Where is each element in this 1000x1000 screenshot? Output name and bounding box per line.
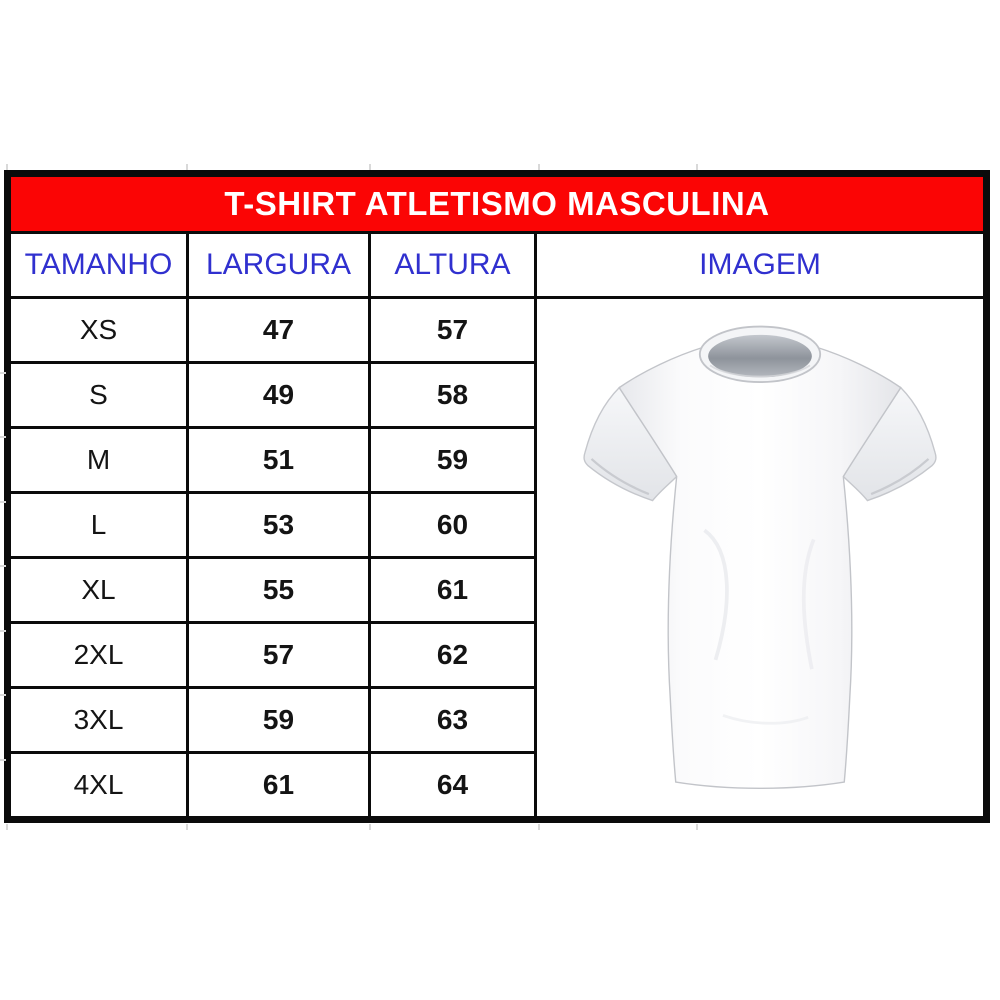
gridline-tick [186,824,188,830]
tshirt-svg [548,308,972,808]
size-label: M [10,428,188,493]
size-label: L [10,493,188,558]
size-label: XS [10,298,188,363]
column-header-largura: LARGURA [188,233,370,298]
column-header-altura: ALTURA [370,233,536,298]
size-label: 4XL [10,753,188,818]
gridline-tick [0,630,6,632]
gridline-tick [0,759,6,761]
altura-value: 59 [370,428,536,493]
largura-value: 49 [188,363,370,428]
table-row [10,298,985,363]
column-header-tamanho: TAMANHO [10,233,188,298]
gridline-tick [369,164,371,170]
largura-value: 57 [188,623,370,688]
gridline-tick [0,436,6,438]
gridline-tick [0,565,6,567]
gridline-tick [696,164,698,170]
altura-value: 60 [370,493,536,558]
gridline-tick [696,824,698,830]
altura-value: 57 [370,298,536,363]
gridline-tick [538,824,540,830]
column-header-imagem: IMAGEM [536,233,985,298]
altura-value: 63 [370,688,536,753]
gridline-tick [6,824,8,830]
gridline-tick [538,164,540,170]
size-label: 3XL [10,688,188,753]
column-header-row [10,233,985,298]
altura-value: 58 [370,363,536,428]
largura-value: 61 [188,753,370,818]
size-label: S [10,363,188,428]
size-label: 2XL [10,623,188,688]
gridline-tick [369,824,371,830]
gridline-tick [0,372,6,374]
altura-value: 61 [370,558,536,623]
size-label: XL [10,558,188,623]
gridline-tick [186,164,188,170]
altura-value: 62 [370,623,536,688]
largura-value: 59 [188,688,370,753]
gridline-tick [0,501,6,503]
size-table [8,174,986,819]
title-row [10,176,985,233]
size-chart-table [4,170,990,823]
largura-value: 51 [188,428,370,493]
gridline-tick [6,164,8,170]
largura-value: 53 [188,493,370,558]
tshirt-image-cell [536,298,985,818]
gridline-tick [0,694,6,696]
largura-value: 47 [188,298,370,363]
altura-value: 64 [370,753,536,818]
largura-value: 55 [188,558,370,623]
tshirt-image [537,299,983,816]
chart-title: T-SHIRT ATLETISMO MASCULINA [10,176,985,233]
